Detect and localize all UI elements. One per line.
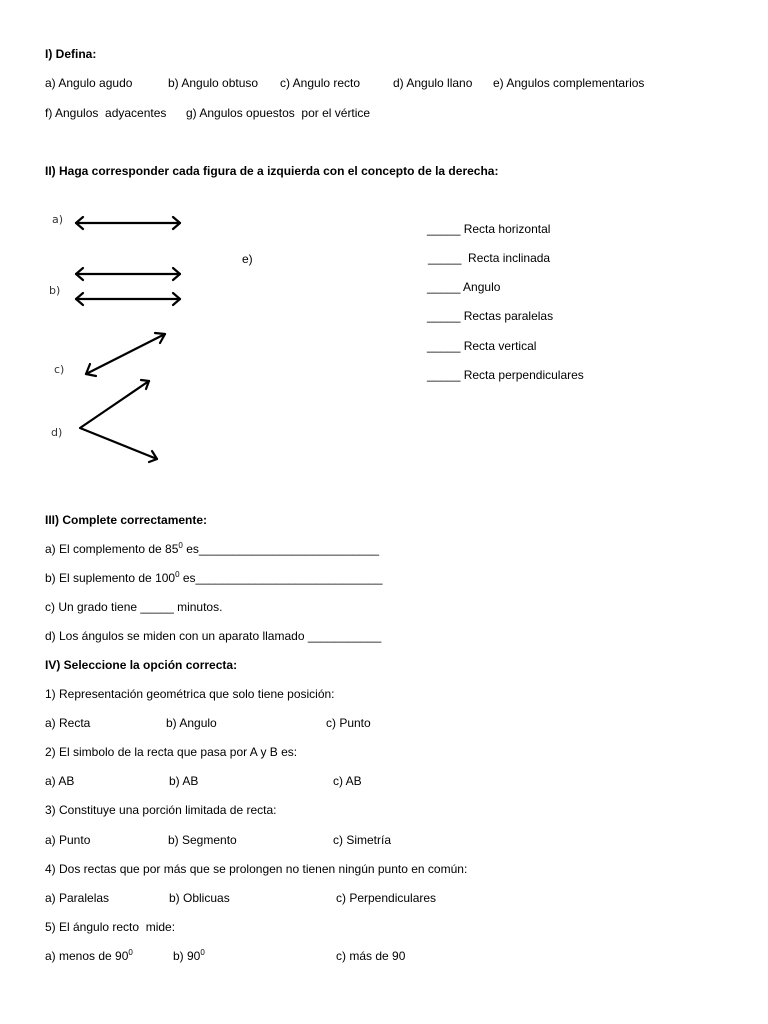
option-text: b) 90 (173, 949, 201, 963)
item-text: b) El suplemento de 100 (45, 571, 176, 585)
answer-blank[interactable]: _____ (427, 368, 461, 382)
match-row-1 (427, 222, 550, 237)
figure-a-horizontal-line (76, 217, 180, 229)
q5-option-b[interactable] (173, 949, 205, 964)
q1-option-b[interactable]: b) Angulo (166, 716, 217, 730)
concept-label: Recta horizontal (463, 222, 551, 236)
question-1: 1) Representación geométrica que solo tiene posición: (45, 687, 335, 701)
figure-label-e: e) (242, 252, 253, 266)
q2-option-b[interactable]: b) AB (169, 774, 199, 788)
figure-label-b: b) (49, 284, 61, 297)
question-2: 2) El simbolo de la recta que pasa por A y B es: (45, 745, 298, 759)
figure-d-angle (80, 380, 157, 462)
concept-label: Recta perpendiculares (463, 368, 584, 382)
section3-item-d: d) Los ángulos se miden con un aparato llamado ___________ (45, 629, 382, 643)
section3-title: III) Complete correctamente: (45, 513, 208, 527)
section1-item-a: a) Angulo agudo (45, 76, 133, 90)
q4-option-b[interactable]: b) Oblicuas (169, 891, 230, 905)
q3-option-c[interactable]: c) Simetría (333, 833, 392, 847)
section3-item-c: c) Un grado tiene _____ minutos. (45, 600, 223, 614)
q4-option-a[interactable]: a) Paralelas (45, 891, 110, 905)
figure-label-a: a) (52, 213, 64, 226)
match-row-5 (427, 339, 536, 354)
section1-item-c: c) Angulo recto (280, 76, 361, 90)
section1-title: I) Defina: (45, 47, 97, 61)
section1-item-f: f) Angulos adyacentes (45, 106, 167, 120)
q2-option-a[interactable]: a) AB (45, 774, 75, 788)
q3-option-a[interactable]: a) Punto (45, 833, 91, 847)
section1-item-e: e) Angulos complementarios (493, 76, 645, 90)
section1-item-d: d) Angulo llano (393, 76, 473, 90)
option-text: a) menos de 90 (45, 949, 129, 963)
answer-blank[interactable]: _____ (427, 222, 461, 236)
concept-label: Rectas paralelas (463, 309, 554, 323)
answer-line[interactable]: es___________________________ (182, 542, 380, 556)
section1-item-g: g) Angulos opuestos por el vértice (186, 106, 371, 120)
degree-symbol: 0 (128, 948, 133, 957)
answer-blank[interactable]: _____ (427, 309, 461, 323)
figure-label-c: c) (54, 363, 65, 376)
section2-title: II) Haga corresponder cada figura de a izquierda con el concepto de la derecha: (45, 164, 499, 178)
degree-symbol: 0 (200, 948, 205, 957)
match-row-6 (427, 368, 584, 383)
match-row-3 (427, 280, 500, 295)
section4-title: IV) Seleccione la opción correcta: (45, 658, 238, 672)
q1-option-a[interactable]: a) Recta (45, 716, 91, 730)
question-5: 5) El ángulo recto mide: (45, 920, 176, 934)
q4-option-c[interactable]: c) Perpendiculares (336, 891, 437, 905)
figure-label-d: d) (51, 426, 63, 439)
degree-symbol: 0 (178, 541, 183, 550)
match-row-2 (428, 251, 550, 266)
q3-option-b[interactable]: b) Segmento (168, 833, 237, 847)
section3-item-a (45, 542, 379, 557)
item-text: a) El complemento de 85 (45, 542, 179, 556)
degree-symbol: 0 (175, 570, 180, 579)
answer-blank[interactable]: _____ (427, 280, 461, 294)
q5-option-c[interactable]: c) más de 90 (336, 949, 406, 963)
section3-item-b (45, 571, 382, 586)
answer-blank[interactable]: _____ (427, 339, 461, 353)
figure-c-inclined-line (86, 333, 165, 376)
q2-option-c[interactable]: c) AB (333, 774, 362, 788)
concept-label: Recta vertical (463, 339, 537, 353)
match-row-4 (427, 309, 553, 324)
concept-label: Recta inclinada (468, 251, 551, 265)
section1-item-b: b) Angulo obtuso (168, 76, 259, 90)
answer-line[interactable]: es____________________________ (179, 571, 383, 585)
figure-b-parallel-lines (76, 268, 180, 305)
question-4: 4) Dos rectas que por más que se prolongen no tienen ningún punto en común: (45, 862, 468, 876)
concept-label: Angulo (463, 280, 501, 294)
q5-option-a[interactable] (45, 949, 133, 964)
answer-blank[interactable]: _____ (428, 251, 462, 265)
q1-option-c[interactable]: c) Punto (326, 716, 371, 730)
question-3: 3) Constituye una porción limitada de recta: (45, 803, 277, 817)
